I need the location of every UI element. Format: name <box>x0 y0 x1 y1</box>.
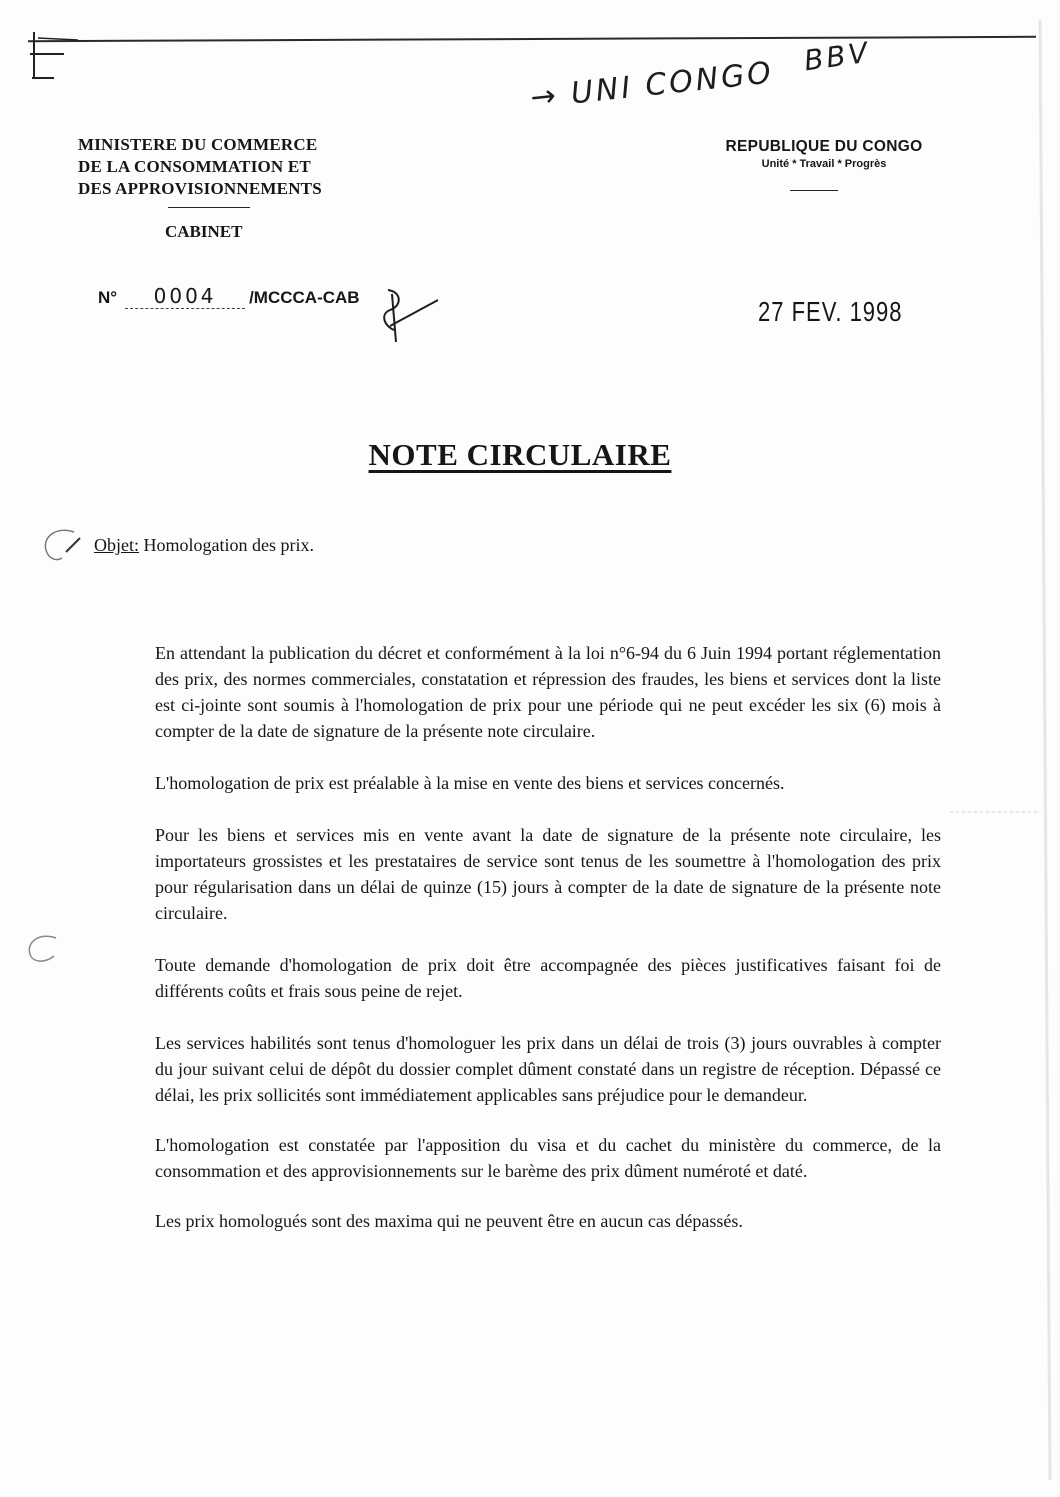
circular-body <box>155 640 941 1234</box>
object-label: Objet: <box>94 535 139 555</box>
handwritten-routing-note: → UNI CONGO <box>528 55 776 116</box>
date-stamp: 27 FEV. 1998 <box>758 296 903 328</box>
reference-number <box>98 284 360 309</box>
reference-suffix: /MCCCA-CAB <box>249 288 360 307</box>
reference-value: 0004 <box>125 284 245 309</box>
paragraph-1: En attendant la publication du décret et conformément à la loi n°6-94 du 6 Juin 1994 portant réglementation des prix, des normes commerciales, constatation et répression des fraudes, les biens et services dont la liste est ci-jointe sont soumis à l'homologation de prix pour une période qui ne peut excéder les six (6) mois à compter de la date de signature de la présente note circulaire. <box>155 643 941 741</box>
republic-header <box>714 138 934 170</box>
republic-divider <box>790 190 838 191</box>
paragraph-7: Les prix homologués sont des maxima qui ne peuvent être en aucun cas dépassés. <box>155 1211 743 1231</box>
ministry-divider <box>168 207 250 208</box>
ministry-line-3: DES APPROVISIONNEMENTS <box>78 179 322 198</box>
ministry-line-1: MINISTERE DU COMMERCE <box>78 135 318 154</box>
republic-motto: Unité * Travail * Progrès <box>761 158 887 170</box>
reference-prefix: N° <box>98 288 118 307</box>
cabinet-label: CABINET <box>165 222 243 241</box>
document-title: NOTE CIRCULAIRE <box>368 437 672 472</box>
paragraph-2: L'homologation de prix est préalable à la mise en vente des biens et services concernés. <box>155 773 785 793</box>
republic-name: REPUBLIQUE DU CONGO <box>725 138 923 155</box>
ministry-header <box>78 134 322 200</box>
object-line <box>94 535 314 556</box>
object-text: Homologation des prix. <box>143 535 314 555</box>
scan-top-rule <box>28 36 1036 42</box>
handwritten-paraph-mark <box>372 286 442 346</box>
paragraph-6: L'homologation est constatée par l'apposition du visa et du cachet du ministère du commerce, de la consommation et des approvisionnements sur le barème des prix dûment numéroté et daté. <box>155 1135 941 1181</box>
ministry-line-2: DE LA CONSOMMATION ET <box>78 157 311 176</box>
margin-bracket-mark <box>24 28 84 88</box>
paragraph-3: Pour les biens et services mis en vente avant la date de signature de la présente note circulaire, les importateurs grossistes et les prestataires de service sont tenus de les soumettre à l'homologation des prix pour régularisation dans un délai de quinze (15) jours à compter de la date de signature de la présente note circulaire. <box>155 825 941 923</box>
paragraph-5: Les services habilités sont tenus d'homologuer les prix dans un délai de trois (3) jours ouvrables à compter du jour suivant celui de dépôt du dossier complet dûment constaté dans un registre de réception. Dépassé ce délai, les prix sollicités sont immédiatement applicables sans préjudice pour le demandeur. <box>155 1033 941 1105</box>
hole-punch-mark-lower <box>20 930 68 970</box>
paragraph-4: Toute demande d'homologation de prix doit être accompagnée des pièces justificatives faisant foi de différents coûts et frais sous peine de rejet. <box>155 955 941 1001</box>
hole-punch-mark <box>36 524 86 566</box>
handwritten-initials: BBV <box>802 35 873 78</box>
